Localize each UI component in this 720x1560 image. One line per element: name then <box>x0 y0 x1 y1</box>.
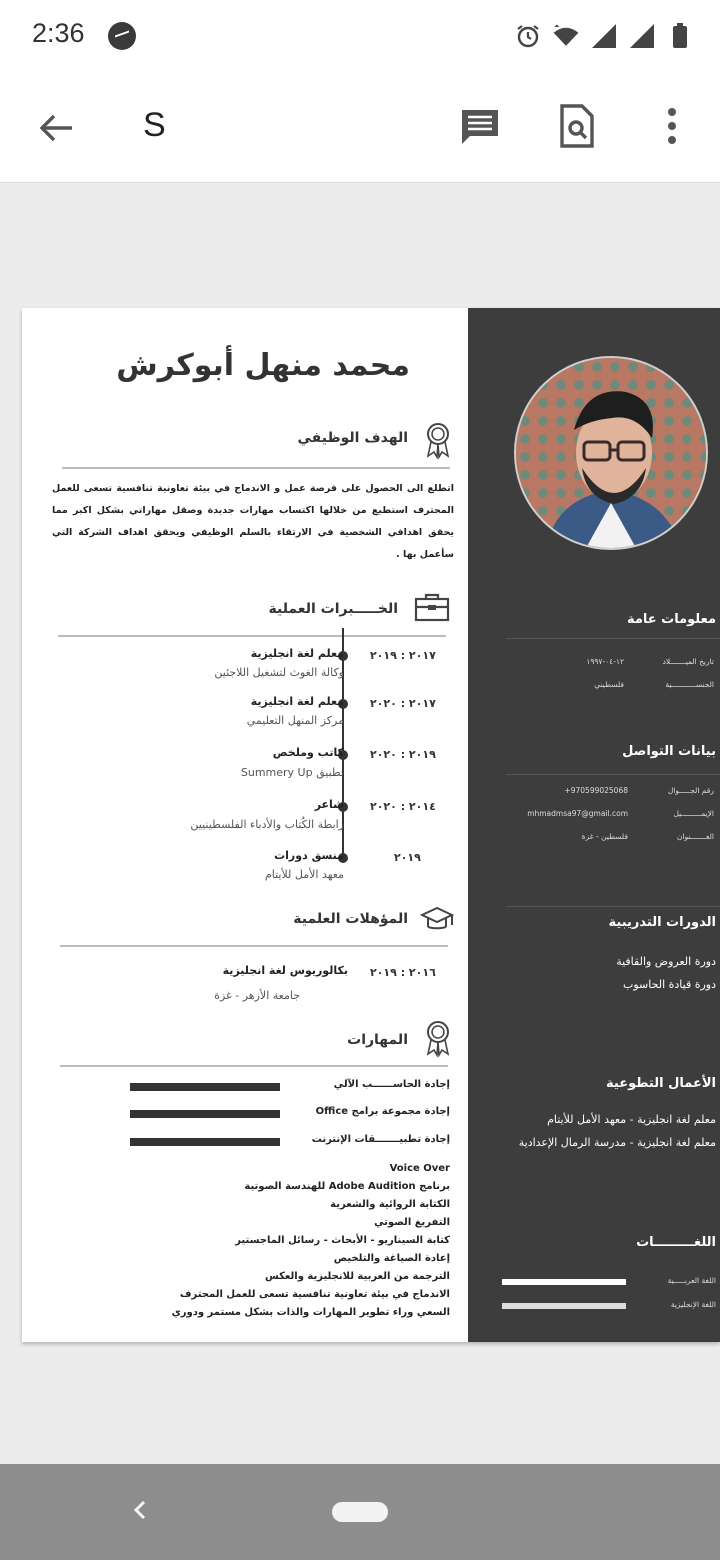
experience-date: ٢٠١٧ : ٢٠١٩ <box>370 649 436 662</box>
battery-icon <box>666 22 694 50</box>
experience-org: معهد الأمل للأيتام <box>264 868 344 881</box>
graduation-cap-icon <box>420 906 454 934</box>
document-viewer[interactable] <box>0 183 720 1464</box>
birth-value: ١٢-٠٤-١٩٩٧ <box>586 657 624 666</box>
education-degree: بكالوريوس لغة انجليزية <box>222 964 348 977</box>
award-icon <box>424 1020 452 1054</box>
status-time: 2:36 <box>32 18 85 48</box>
comment-icon[interactable] <box>456 102 506 152</box>
email-label: الإيمـــــــــيل <box>673 809 714 818</box>
skill-list-item: الاندماج في بيئة تعاونية تنافسية تسعى للعمل المحترف <box>179 1289 450 1300</box>
volunteer-item: معلم لغة انجليزية - مدرسة الرمال الإعدادية <box>518 1136 716 1149</box>
signal-icon <box>628 22 656 50</box>
address-value: فلسطين - غزة <box>581 832 628 841</box>
skill-list-item: الكتابة الروائية والشعرية <box>330 1199 450 1210</box>
experience-title-text: منسق دورات <box>274 849 344 862</box>
briefcase-icon <box>414 592 450 622</box>
home-pill-icon[interactable] <box>332 1502 388 1522</box>
system-nav-bar <box>0 1464 720 1560</box>
courses-title: الدورات التدريبية <box>608 915 716 930</box>
language-label: اللغة العربـــــية <box>667 1276 716 1285</box>
sidebar-divider <box>506 774 720 775</box>
phone-value: +970599025068 <box>564 786 628 795</box>
nav-back-icon[interactable] <box>126 1496 154 1524</box>
skill-list-item: إعادة الصياغة والتلخيص <box>333 1253 450 1264</box>
general-info-title: معلومات عامة <box>626 612 716 627</box>
education-title: المؤهلات العلمية <box>293 911 408 927</box>
volunteer-title: الأعمال التطوعية <box>606 1076 716 1091</box>
languages-title: اللغـــــــــات <box>636 1235 716 1250</box>
document-title: S <box>143 106 166 144</box>
objective-text: اتطلع الى الحصول على فرصة عمل و الاندماج في بيئة تعاونية تنافسية تسعى للعمل المحترف استطيع من خلالها اكتساب مهارات جديدة وصقل مهاراتي بشكل اكبر مما يحقق اهدافي الشخصية في الارتقاء بالسلم الوظيفي ويحقق اهداف الشركة التي سأعمل بها . <box>52 483 454 560</box>
skill-label: إجادة الحاســــــب الآلي <box>333 1079 450 1090</box>
signal-icon <box>590 22 618 50</box>
contact-title: بيانات التواصل <box>622 744 716 759</box>
course-item: دورة قيادة الحاسوب <box>623 978 716 991</box>
experience-title-text: كاتب وملخص <box>272 746 344 759</box>
experience-org: رابطة الكُتاب والأدباء الفلسطينيين <box>190 818 344 831</box>
experience-title-text: شاعر <box>314 798 344 811</box>
app-bar <box>0 72 720 183</box>
email-value: mhmadmsa97@gmail.com <box>527 809 628 818</box>
skill-list-item: Voice Over <box>389 1163 450 1174</box>
objective-divider <box>62 467 450 469</box>
resume-page <box>22 308 720 1342</box>
skill-bar <box>130 1083 280 1091</box>
profile-photo <box>514 356 708 550</box>
alarm-icon <box>514 22 542 50</box>
language-bar <box>502 1279 626 1285</box>
experience-title: الخـــــبرات العملية <box>268 601 398 617</box>
resume-main-column <box>22 308 468 1342</box>
skill-bar <box>130 1110 280 1118</box>
language-bar <box>502 1303 626 1309</box>
wifi-icon <box>552 22 580 50</box>
skill-list-item: التفريغ الصوتي <box>374 1217 450 1228</box>
objective-title: الهدف الوظيفي <box>297 430 408 446</box>
back-arrow-icon[interactable] <box>32 104 80 152</box>
education-date: ٢٠١٦ : ٢٠١٩ <box>370 966 436 979</box>
language-label: اللغة الإنجليزية <box>670 1300 716 1309</box>
experience-org: مركز المنهل التعليمي <box>246 714 344 727</box>
sidebar-divider <box>506 638 720 639</box>
resume-name: محمد منهل أبوكرش <box>116 348 410 383</box>
phone-label: رقم الجـــــوال <box>667 786 714 795</box>
sidebar-divider <box>506 906 720 907</box>
course-item: دورة العروض والقافية <box>616 955 716 968</box>
skill-label: إجادة مجموعة برامج Office <box>315 1106 450 1117</box>
messenger-icon <box>108 22 136 50</box>
experience-date: ٢٠١٩ : ٢٠٢٠ <box>370 748 436 761</box>
skill-list-item: الترجمة من العربية للانجليزية والعكس <box>264 1271 450 1282</box>
nationality-value: فلسطيني <box>594 680 624 689</box>
experience-title-text: معلم لغة انجليزية <box>250 647 344 660</box>
experience-divider <box>58 635 446 637</box>
skills-title: المهارات <box>347 1032 408 1048</box>
skills-list <box>172 1160 450 1322</box>
skills-divider <box>60 1065 448 1067</box>
nationality-label: الجنســـــــــــية <box>665 680 714 689</box>
award-icon <box>424 422 452 456</box>
skill-bar <box>130 1138 280 1146</box>
status-icons <box>514 18 694 54</box>
skill-label: إجادة تطبيـــــــقات الإنترنت <box>311 1134 450 1145</box>
volunteer-item: معلم لغة انجليزية - معهد الأمل للأيتام <box>547 1113 716 1126</box>
skill-list-item: السعي وراء تطوير المهارات والذات بشكل مستمر ودوري <box>171 1307 450 1318</box>
status-bar <box>0 0 720 72</box>
resume-sidebar <box>468 308 720 1342</box>
experience-org: وكالة الغوث لتشغيل اللاجئين <box>214 666 344 679</box>
more-vert-icon[interactable] <box>647 102 697 152</box>
experience-date: ٢٠١٧ : ٢٠٢٠ <box>370 697 436 710</box>
birth-label: تاريخ الميـــــــلاد <box>662 657 714 666</box>
experience-org: تطبيق Summery Up <box>240 766 344 779</box>
experience-date: ٢٠١٩ <box>394 851 421 864</box>
skill-list-item: كتابة السيناريو - الأبحاث - رسائل الماجستير <box>235 1235 450 1246</box>
experience-date: ٢٠١٤ : ٢٠٢٠ <box>370 800 436 813</box>
education-divider <box>60 945 448 947</box>
education-org: جامعة الأزهر - غزة <box>214 989 300 1002</box>
experience-title-text: معلم لغة انجليزية <box>250 695 344 708</box>
address-label: العـــــــنوان <box>676 832 714 841</box>
find-in-page-icon[interactable] <box>552 102 602 152</box>
skill-list-item: برنامج Adobe Audition للهندسة الصوتية <box>244 1181 450 1192</box>
